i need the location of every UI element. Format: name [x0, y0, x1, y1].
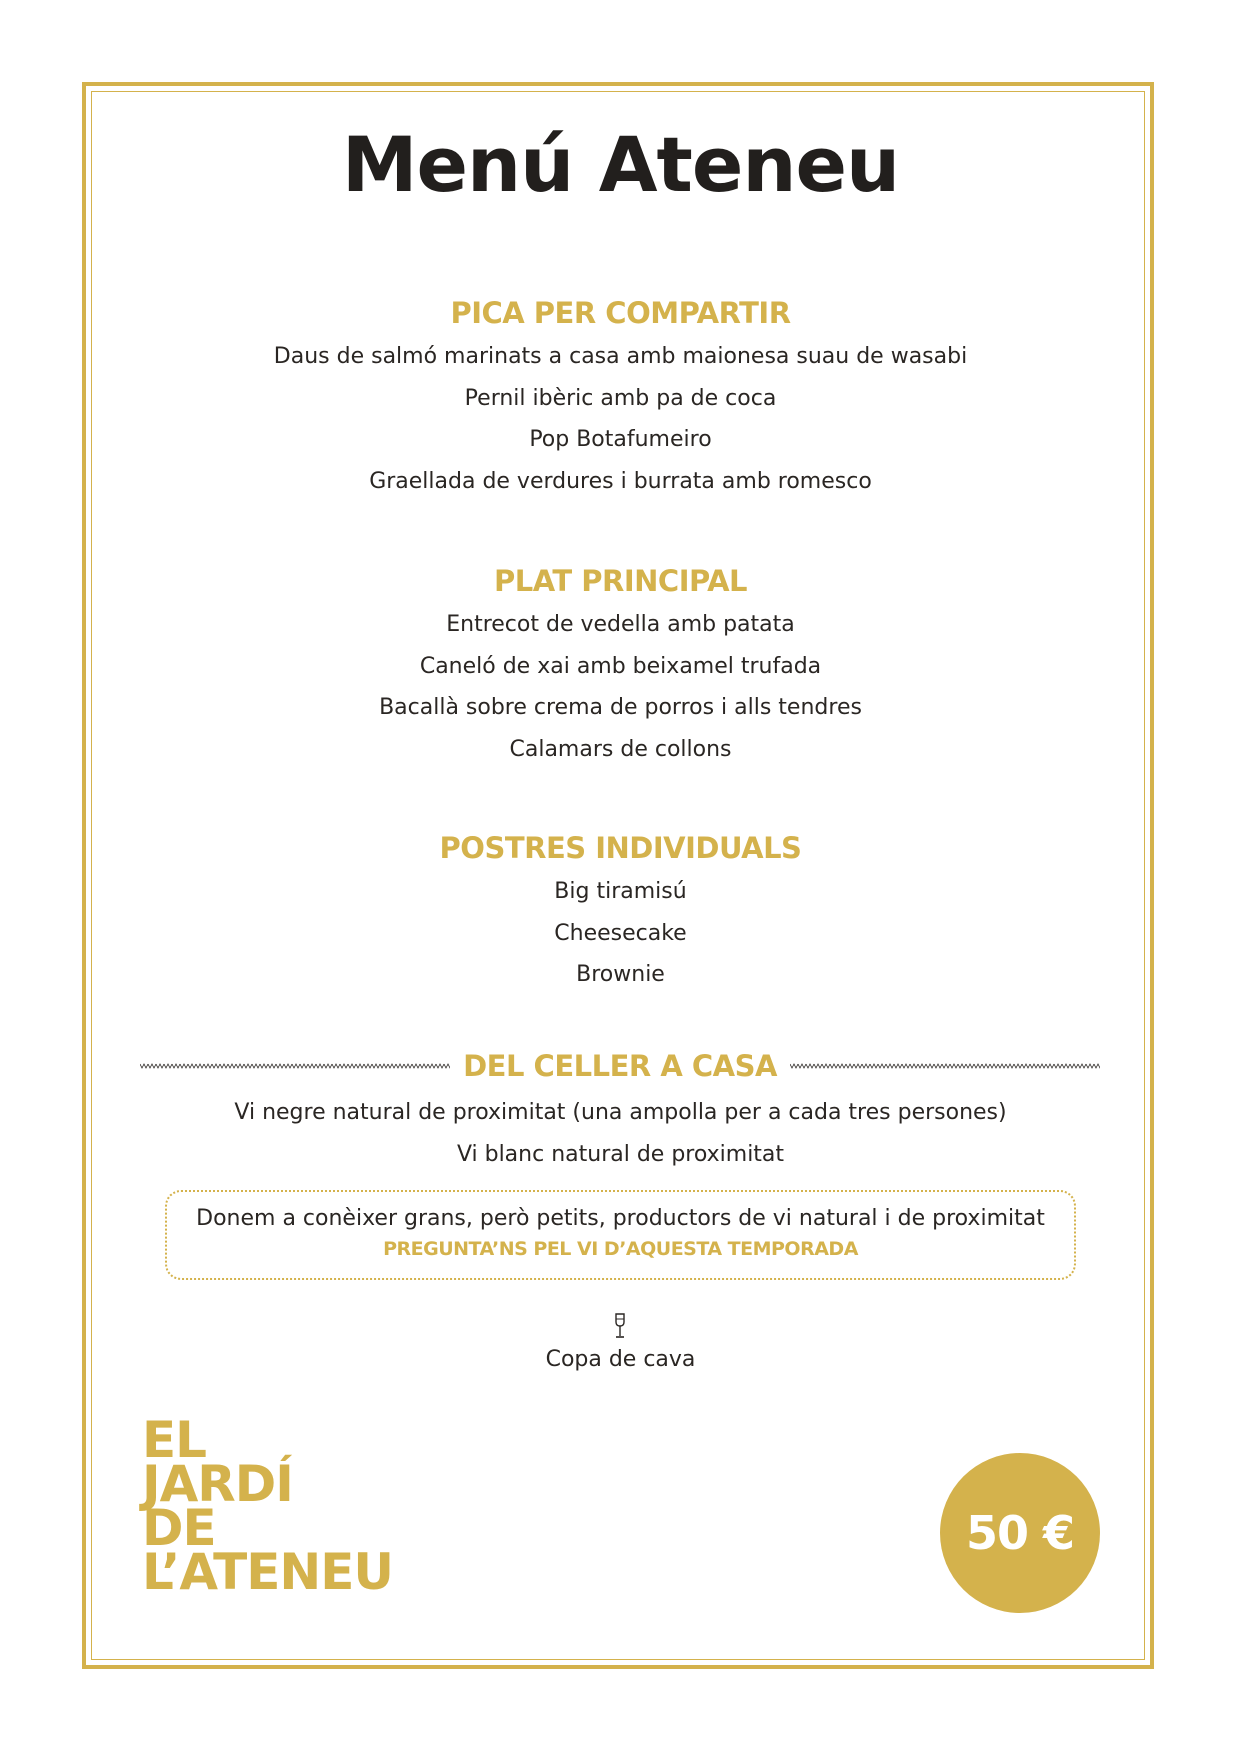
- menu-item: Daus de salmó marinats a casa amb maionesa suau de wasabi: [273, 344, 968, 369]
- wine-note-box: [165, 1190, 1076, 1280]
- section-starters: [0, 290, 1241, 503]
- logo-line: DE: [142, 1499, 216, 1557]
- restaurant-logo: [142, 1411, 394, 1601]
- menu-item: Cheesecake: [554, 920, 687, 946]
- menu-item: Bacallà sobre crema de porros i alls tendres: [379, 695, 862, 721]
- menu-item: Graellada de verdures i burrata amb romesco: [369, 469, 872, 495]
- section-heading: PLAT PRINCIPAL: [493, 564, 748, 598]
- logo-line: L’ATENEU: [142, 1543, 394, 1601]
- zigzag-divider-right: [790, 1061, 1100, 1071]
- wine-item: Vi negre natural de proximitat (una ampolla per a cada tres persones): [234, 1100, 1007, 1125]
- menu-item: Pernil ibèric amb pa de coca: [464, 385, 777, 411]
- wine-note: Donem a conèixer grans, però petits, productors de vi natural i de proximitat: [196, 1206, 1045, 1231]
- section-heading: POSTRES INDIVIDUALS: [439, 831, 802, 865]
- price-badge: [940, 1453, 1100, 1613]
- menu-title: Menú Ateneu: [341, 120, 900, 209]
- cava-label: Copa de cava: [545, 1347, 696, 1372]
- menu-item: Entrecot de vedella amb patata: [446, 612, 795, 637]
- logo-line: EL: [142, 1411, 207, 1469]
- section-heading: DEL CELLER A CASA: [463, 1049, 777, 1083]
- menu-item: Pop Botafumeiro: [529, 427, 712, 453]
- cellar-heading-row: [140, 1043, 1100, 1089]
- section-desserts: [0, 825, 1241, 996]
- price-text: 50 €: [965, 1506, 1075, 1560]
- wine-glass-icon: [612, 1313, 628, 1339]
- cellar-items: [0, 1092, 1241, 1175]
- wine-note-highlight: PREGUNTA’NS PEL VI D’AQUESTA TEMPORADA: [383, 1238, 858, 1260]
- section-main: [0, 558, 1241, 771]
- menu-item: Calamars de collons: [509, 737, 732, 763]
- menu-item: Caneló de xai amb beixamel trufada: [419, 653, 822, 679]
- wine-item: Vi blanc natural de proximitat: [456, 1141, 785, 1167]
- logo-line: JARDÍ: [142, 1455, 293, 1513]
- menu-item: Big tiramisú: [554, 879, 687, 904]
- section-heading: PICA PER COMPARTIR: [450, 296, 791, 330]
- menu-item: Brownie: [576, 962, 665, 988]
